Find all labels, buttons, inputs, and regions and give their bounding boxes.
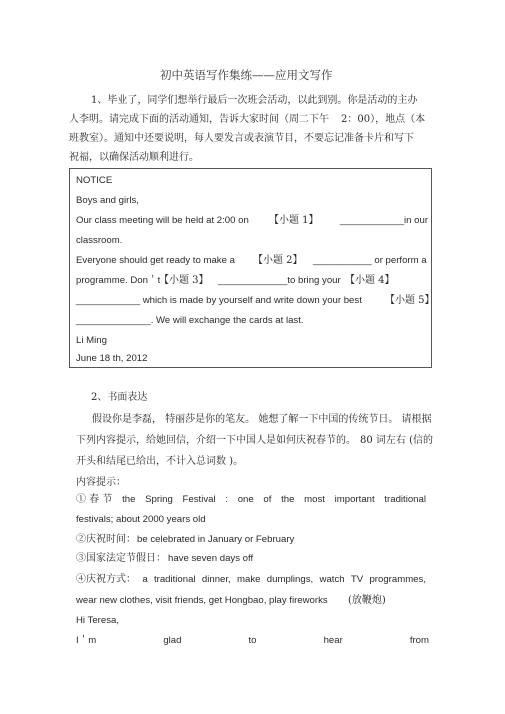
hint-2-label: ②庆祝时间： bbox=[76, 534, 136, 545]
notice-heading: NOTICE bbox=[76, 175, 113, 186]
question-1-label: 【小题 1】 bbox=[269, 215, 319, 226]
hint-4-word: traditional bbox=[153, 574, 196, 585]
question-5-blank[interactable]: ______________. We will exchange the cards at last. bbox=[76, 315, 304, 326]
question-4-blank[interactable]: ____________ which is made by yourself and write down your best bbox=[76, 295, 362, 306]
hint-3-label: ③国家法定节假日： bbox=[76, 553, 166, 564]
letter-word: to bbox=[248, 635, 257, 646]
hint-1-word: ① 春 节 bbox=[76, 494, 113, 505]
hint-1-word: Festival bbox=[182, 494, 216, 505]
hint-4-word: watch bbox=[319, 574, 345, 585]
hint-4-word: TV bbox=[350, 574, 364, 585]
hint-4-word: make bbox=[237, 574, 261, 585]
letter-word: from bbox=[409, 635, 429, 646]
hints-label: 内容提示： bbox=[76, 477, 126, 488]
hint-1-word: the bbox=[122, 494, 136, 505]
hint-1-word: : bbox=[225, 494, 228, 505]
notice-greeting: Boys and girls, bbox=[76, 195, 139, 206]
task2-para-line3: 开头和结尾已给出，不计入总词数 )。 bbox=[76, 456, 244, 467]
hint-4-word: dumplings, bbox=[266, 574, 314, 585]
hint-1-word: traditional bbox=[384, 494, 426, 505]
notice-signature: Li Ming bbox=[76, 335, 107, 346]
task1-line2: 人李明。请完成下面的活动通知，告诉大家时间（周二下午 bbox=[69, 114, 329, 125]
notice-line4: programme. Don＇t bbox=[76, 275, 161, 286]
notice-date: June 18 th, 2012 bbox=[76, 353, 148, 364]
hint-4-line bbox=[76, 575, 426, 585]
hint-1-word: Spring bbox=[145, 494, 173, 505]
task1-line2-time: 2：00），地点（本 bbox=[341, 114, 426, 125]
hint-1-word: important bbox=[334, 494, 375, 505]
letter-salutation: Hi Teresa, bbox=[76, 615, 120, 626]
question-4-label: 【小题 4】 bbox=[345, 275, 395, 286]
hint-1-word: of bbox=[263, 494, 272, 505]
question-1-blank[interactable]: ____________in our bbox=[340, 215, 429, 226]
notice-line1: Our class meeting will be held at 2:00 on bbox=[76, 215, 249, 226]
task2-para-line2-end: 80 词左右 (信的 bbox=[360, 435, 433, 446]
hint-2-text: be celebrated in January or February bbox=[137, 534, 295, 545]
page-title: 初中英语写作集练——应用文写作 bbox=[160, 68, 333, 82]
question-3-label: 【小题 3】 bbox=[159, 275, 209, 286]
notice-line3: Everyone should get ready to make a bbox=[76, 255, 235, 266]
question-5-label: 【小题 5】 bbox=[385, 295, 435, 306]
task1-line3: 班教室）。通知中还要说明，每人要发言或表演节目，不要忘记准备卡片和写下 bbox=[69, 133, 414, 144]
letter-word: I＇m bbox=[76, 635, 97, 646]
hint-1-word: the bbox=[281, 494, 295, 505]
hint-4-word: ④庆祝方式： bbox=[76, 574, 136, 585]
notice-line2: classroom. bbox=[76, 235, 123, 246]
hint-1-line bbox=[76, 495, 426, 505]
task2-para-line2: 下列内容提示，给她回信，介绍一下中国人是如何庆祝春节的。 bbox=[76, 435, 356, 446]
hint-1-word: most bbox=[304, 494, 325, 505]
hint-4-note: (放鞭炮) bbox=[348, 595, 386, 606]
letter-word: hear bbox=[323, 635, 343, 646]
task2-para-line1: 假设你是李磊， 特丽莎是你的笔友。 她想了解一下中国的传统节日。 请根据 bbox=[92, 414, 432, 425]
task1-line4: 祝福，以确保活动顺利进行。 bbox=[69, 152, 199, 163]
question-3-blank[interactable]: _____________to bring your bbox=[218, 275, 341, 286]
hint-4-word: programmes, bbox=[369, 574, 426, 585]
letter-first-line bbox=[76, 636, 429, 646]
question-2-blank[interactable]: ___________ or perform a bbox=[313, 255, 427, 266]
hint-3-text: have seven days off bbox=[168, 553, 254, 564]
task1-line1: 1、毕业了，同学们想举行最后一次班会活动，以此到别。你是活动的主办 bbox=[91, 95, 418, 106]
hint-4-continued: wear new clothes, visit friends, get Hongbao, play fireworks bbox=[76, 595, 328, 606]
hint-4-word: dinner, bbox=[201, 574, 231, 585]
hint-4-word: a bbox=[142, 574, 148, 585]
task2-heading: 2、书面表达 bbox=[91, 392, 148, 403]
hint-1-continued: festivals; about 2000 years old bbox=[76, 514, 206, 525]
question-2-label: 【小题 2】 bbox=[253, 255, 303, 266]
letter-word: glad bbox=[163, 635, 182, 646]
hint-1-word: one bbox=[237, 494, 254, 505]
